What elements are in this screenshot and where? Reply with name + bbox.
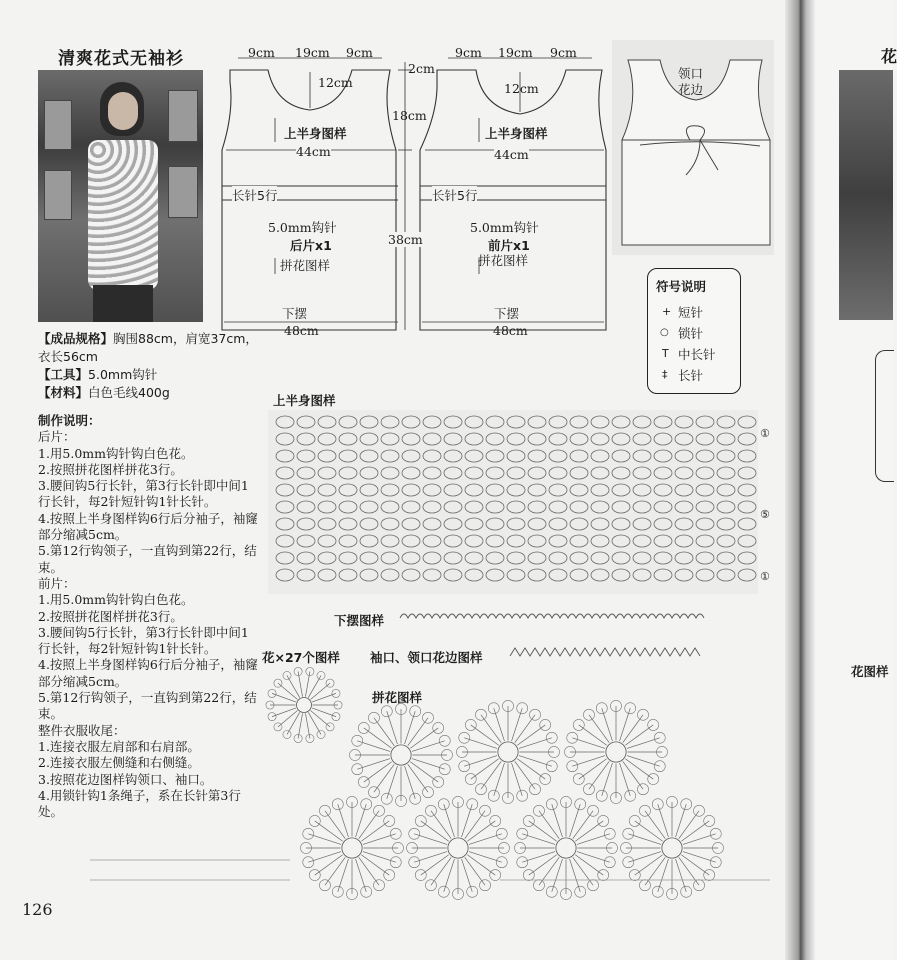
front-neck-width: 19cm bbox=[498, 45, 533, 60]
back-step: 1.用5.0mm钩针钩白色花。 bbox=[38, 445, 194, 461]
hem-chart bbox=[400, 614, 704, 618]
sketch-label-2: 花边 bbox=[678, 82, 704, 97]
back-title: 后片： bbox=[38, 429, 76, 445]
double-crochet-icon: ‡ bbox=[662, 368, 668, 381]
single-crochet-icon: + bbox=[662, 305, 672, 318]
front-neck-depth: 12cm bbox=[504, 81, 539, 96]
row-marker: ① bbox=[760, 427, 770, 440]
flower-motif bbox=[564, 700, 667, 803]
front-shoulder-left: 9cm bbox=[455, 45, 482, 60]
flower-chart-title: 花×27个图样 bbox=[262, 650, 340, 665]
back-hook: 5.0mm钩针 bbox=[268, 220, 337, 235]
front-step: 3.腰间钩5行长针，第3行长针即中间1行长针，每2针短针钩1针长针。 bbox=[38, 624, 249, 657]
facing-legend-box bbox=[875, 350, 894, 482]
front-step: 1.用5.0mm钩针钩白色花。 bbox=[38, 592, 194, 608]
assembly-step: 3.按照花边图样钩领口、袖口。 bbox=[38, 771, 213, 787]
model-photo bbox=[38, 70, 203, 322]
instructions bbox=[38, 413, 260, 820]
hem-chart-title: 下摆图样 bbox=[334, 613, 385, 628]
back-neck-width: 19cm bbox=[295, 45, 330, 60]
edging-chart bbox=[510, 648, 700, 656]
edging-chart-title: 袖口、领口花边图样 bbox=[370, 650, 483, 665]
legend-item: 中长针 bbox=[678, 347, 716, 362]
legend-item: 锁针 bbox=[678, 326, 704, 341]
facing-chart-title: 花图样 bbox=[851, 664, 889, 679]
row-marker: ① bbox=[760, 570, 770, 583]
flower-motif bbox=[349, 703, 452, 806]
flower-motif bbox=[620, 796, 723, 899]
back-hem-label: 下摆 bbox=[282, 306, 308, 321]
tool-text: 5.0mm钩针 bbox=[88, 367, 158, 382]
shoulder-drop: 2cm bbox=[408, 61, 435, 76]
front-step: 5.第12行钩领子，一直钩到第22行，结束。 bbox=[38, 690, 257, 722]
back-motif: 拼花图样 bbox=[280, 258, 331, 273]
back-hem-width: 48cm bbox=[284, 323, 319, 338]
front-band: 长针5行 bbox=[432, 188, 478, 203]
book-gutter bbox=[785, 0, 815, 960]
back-step: 5.第12行钩领子，一直钩到第22行，结束。 bbox=[38, 543, 257, 575]
facing-photo bbox=[839, 70, 893, 320]
back-step: 2.按照拼花图样拼花3行。 bbox=[38, 461, 183, 477]
legend-item: 短针 bbox=[678, 305, 704, 320]
instructions-heading: 制作说明： bbox=[38, 413, 101, 428]
legend-item: 长针 bbox=[678, 368, 704, 383]
back-step: 4.按照上半身图样钩6行后分袖子，袖窿部分缩减5cm。 bbox=[38, 510, 258, 543]
assembly-title: 整件衣服收尾： bbox=[38, 722, 126, 738]
join-chart-title: 拼花图样 bbox=[372, 690, 423, 705]
row-marker: ⑤ bbox=[760, 508, 770, 521]
front-upper-label: 上半身图样 bbox=[485, 126, 548, 141]
flower-motif bbox=[300, 796, 403, 899]
front-shoulder-right: 9cm bbox=[550, 45, 577, 60]
back-upper-label: 上半身图样 bbox=[284, 126, 347, 141]
armhole-depth: 18cm bbox=[392, 108, 427, 123]
upper-chart-title: 上半身图样 bbox=[273, 393, 336, 408]
legend-title: 符号说明 bbox=[656, 279, 707, 294]
back-shoulder-right: 9cm bbox=[346, 45, 373, 60]
front-title: 前片： bbox=[38, 575, 76, 591]
back-shoulder-left: 9cm bbox=[248, 45, 275, 60]
flower-motif bbox=[266, 667, 342, 742]
back-step: 3.腰间钩5行长针，第3行长针即中间1行长针，每2针短针钩1针长针。 bbox=[38, 478, 249, 510]
back-chest: 44cm bbox=[296, 144, 331, 159]
flower-motif bbox=[514, 796, 617, 899]
front-hem-label: 下摆 bbox=[494, 306, 520, 321]
side-length: 38cm bbox=[388, 232, 423, 247]
spec-block bbox=[38, 330, 258, 402]
front-step: 2.按照拼花图样拼花3行。 bbox=[38, 608, 183, 624]
front-hem-width: 48cm bbox=[493, 323, 528, 338]
back-neck-depth: 12cm bbox=[318, 75, 353, 90]
front-hook: 5.0mm钩针 bbox=[470, 220, 539, 235]
flower-motif bbox=[406, 796, 509, 899]
chain-icon: ○ bbox=[660, 327, 669, 338]
front-step: 4.按照上半身图样钩6行后分袖子，袖窿部分缩减5cm。 bbox=[38, 657, 258, 689]
front-chest: 44cm bbox=[494, 147, 529, 162]
size-label: 【成品规格】 bbox=[38, 331, 114, 346]
assembly-step: 4.用锁针钩1条绳子，系在长针第3行处。 bbox=[38, 787, 241, 820]
material-label: 【材料】 bbox=[38, 385, 89, 400]
page-number: 126 bbox=[22, 900, 53, 919]
back-band: 长针5行 bbox=[232, 188, 278, 203]
tool-label: 【工具】 bbox=[38, 367, 89, 382]
back-piece-count: 后片x1 bbox=[290, 238, 332, 253]
flower-motif bbox=[456, 700, 559, 803]
upper-body-chart bbox=[268, 410, 758, 594]
dimension-lines bbox=[224, 58, 604, 330]
sketch-label-1: 领口 bbox=[678, 66, 704, 81]
front-motif: 拼花图样 bbox=[478, 253, 529, 268]
half-double-icon: T bbox=[662, 347, 669, 360]
joined-flower-chart bbox=[300, 700, 723, 899]
assembly-step: 2.连接衣服左侧缝和右侧缝。 bbox=[38, 755, 200, 771]
front-piece-count: 前片x1 bbox=[488, 238, 530, 253]
assembly-step: 1.连接衣服左肩部和右肩部。 bbox=[38, 738, 200, 754]
facing-title-fragment: 花 bbox=[881, 47, 897, 66]
size-text: 胸围88cm，肩宽37cm，衣长56cm bbox=[38, 331, 258, 364]
symbol-legend bbox=[647, 268, 741, 394]
bottom-stitch-row bbox=[90, 860, 770, 880]
material-text: 白色毛线400g bbox=[88, 385, 170, 400]
facing-page bbox=[815, 0, 897, 960]
page-title: 清爽花式无袖衫 bbox=[58, 49, 184, 69]
